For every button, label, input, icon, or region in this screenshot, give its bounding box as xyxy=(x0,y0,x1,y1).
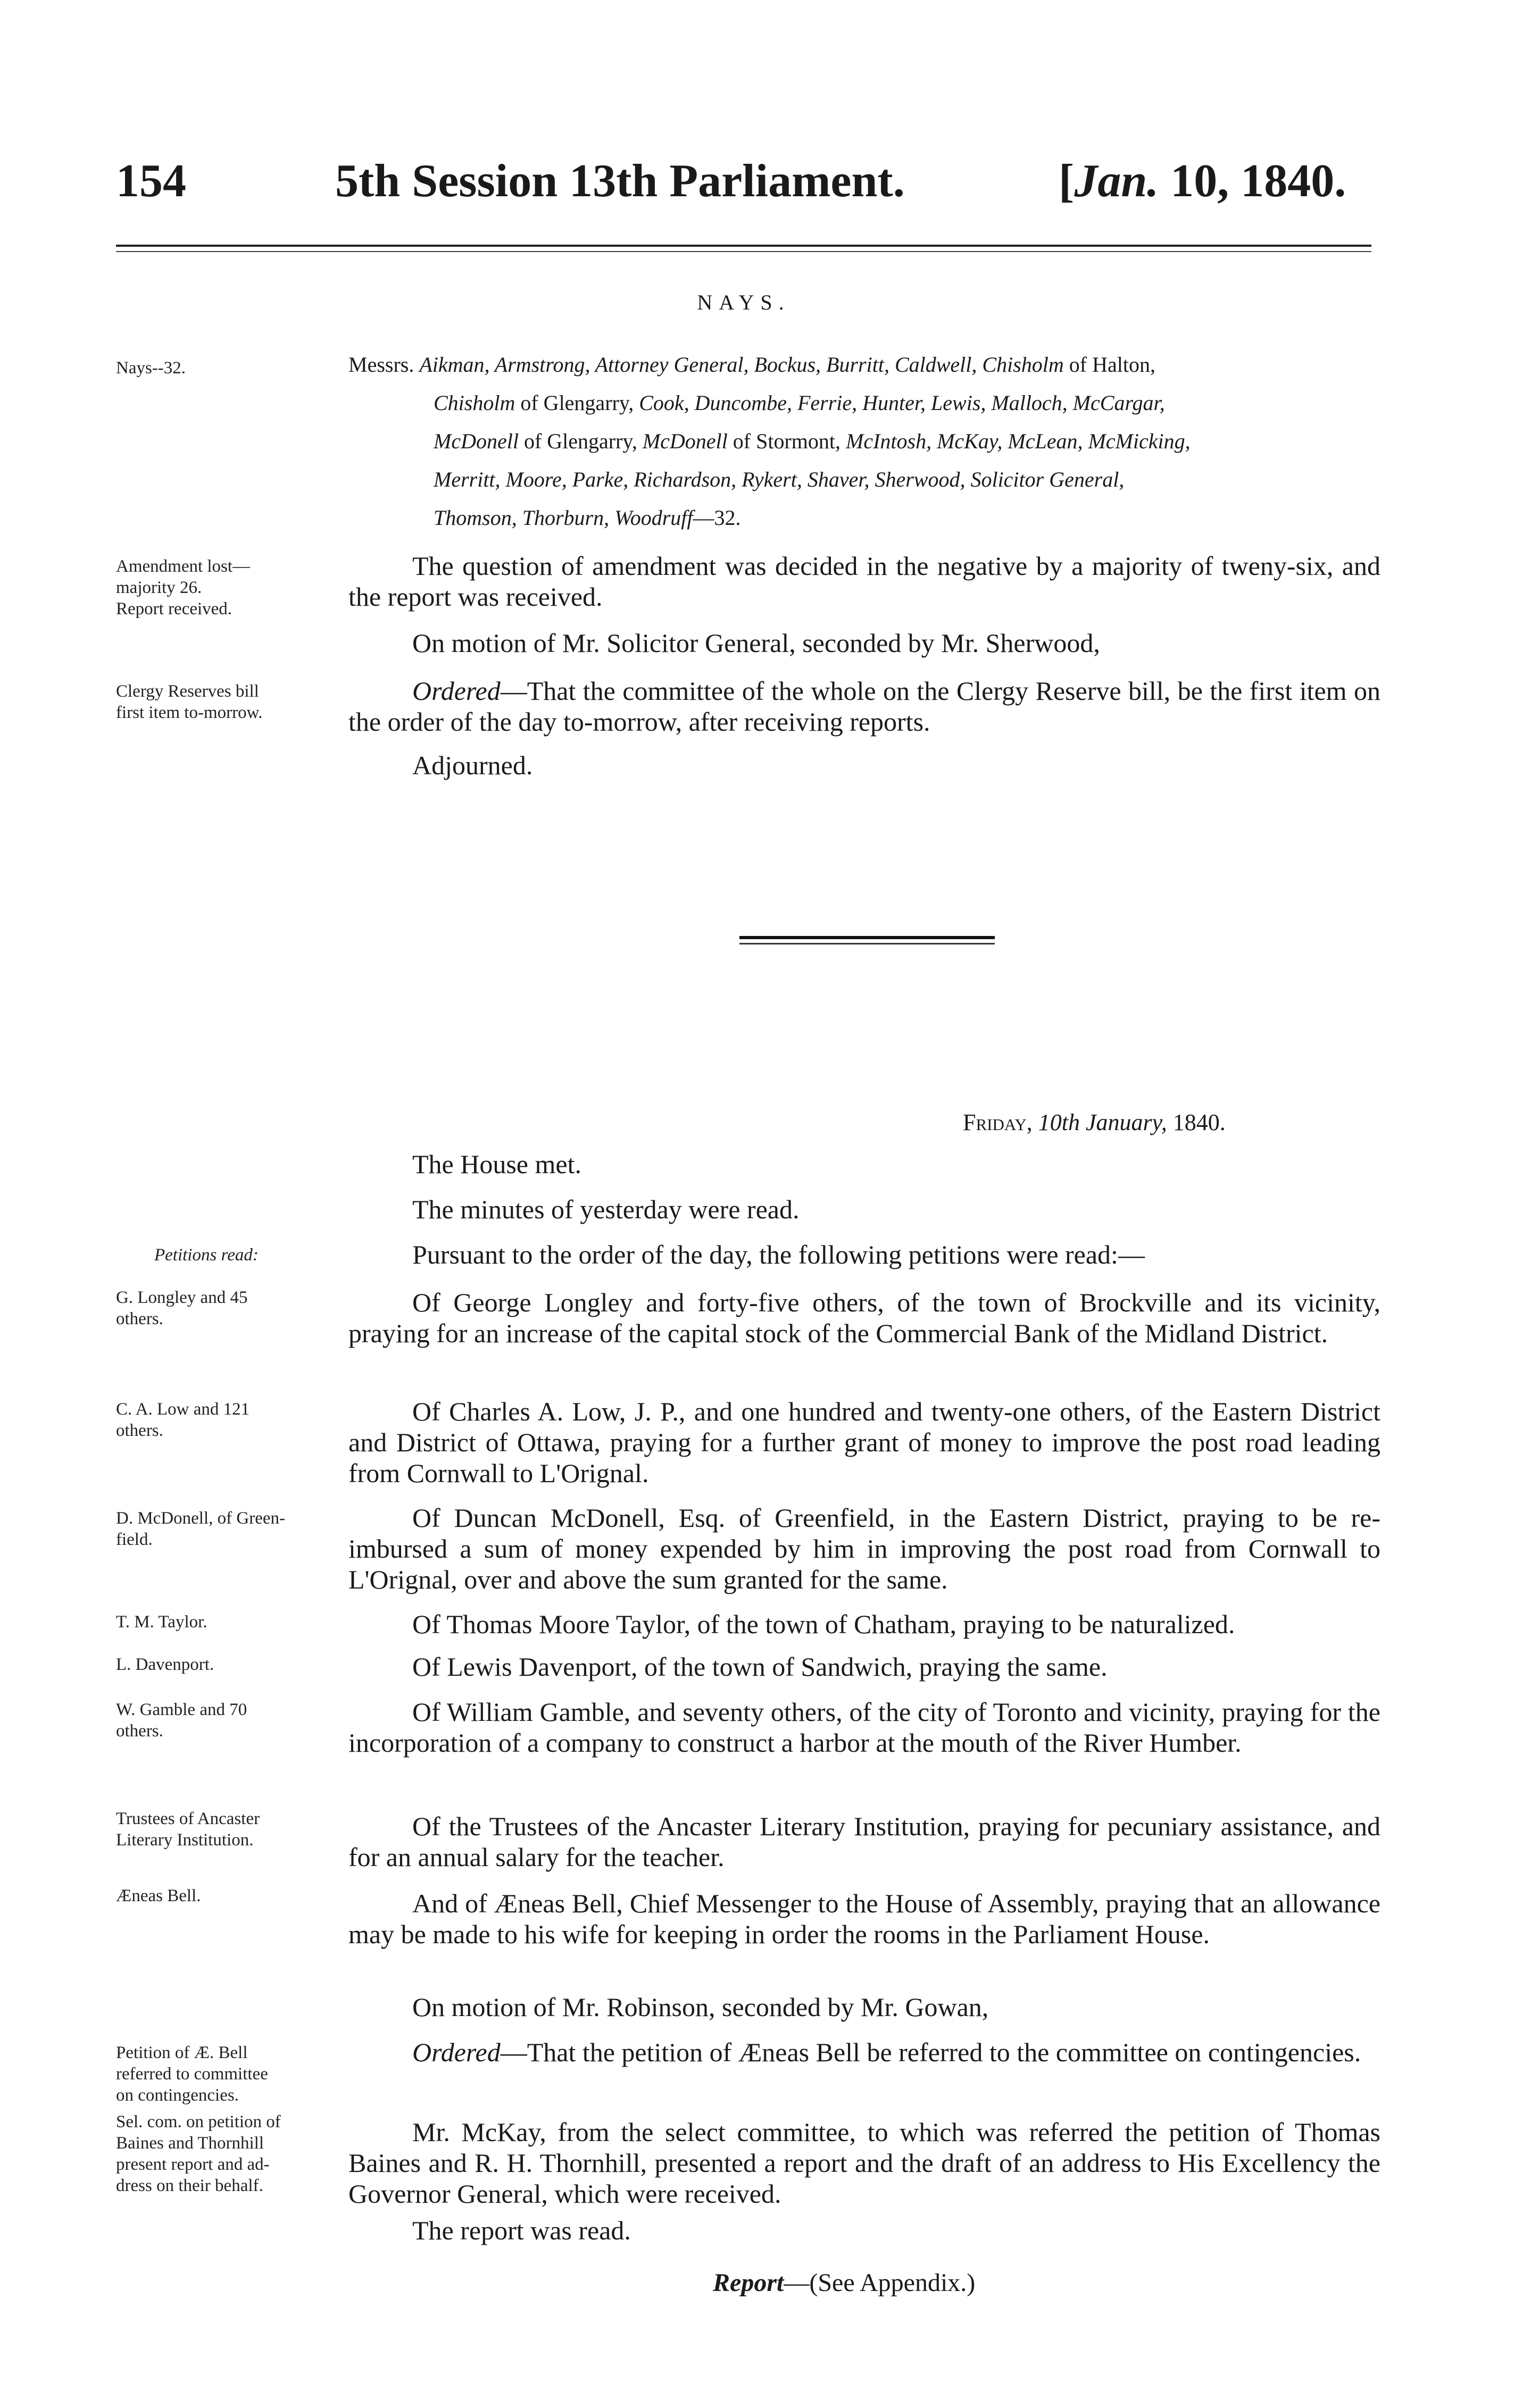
margin-note-select-committee: Sel. com. on petition of Baines and Thornhill present report and ad- dress on their behalf. xyxy=(116,2112,281,2195)
petition-paragraph: Of George Longley and forty-five others, of the town of Brockville and its vicinity, praying for an increase of the capital stock of the Commercial Bank of the Midland District. xyxy=(348,1287,1380,1348)
para-motion-solicitor: On motion of Mr. Solicitor General, seconded by Mr. Sherwood, xyxy=(412,628,1100,658)
petition-paragraph: And of Æneas Bell, Chief Messenger to the House of Assembly, praying that an allowance may be made to his wife for keeping in order the rooms in the Parliament House. xyxy=(348,1888,1380,1949)
petition-paragraph: Of William Gamble, and seventy others, of the city of Toronto and vicinity, praying for the incorporation of a company to construct a harbor at the mouth of the River Humber. xyxy=(348,1697,1380,1758)
nays-line: Chisholm of Glengarry, Cook, Duncombe, Ferrie, Hunter, Lewis, Malloch, McCargar, xyxy=(434,391,1165,415)
nays-line: Messrs. Aikman, Armstrong, Attorney General, Bockus, Burritt, Caldwell, Chisholm of Halton, xyxy=(348,353,1155,377)
margin-note-clergy: Clergy Reserves bill first item to-morrow. xyxy=(116,682,263,722)
para-motion-robinson: On motion of Mr. Robinson, seconded by Mr. Gowan, xyxy=(412,1992,989,2022)
petition-paragraph: Of Charles A. Low, J. P., and one hundred and twenty-one others, of the Eastern District and District of Ottawa, praying for a further grant of money to improve the post road leading from Cornwall to L'Orignal. xyxy=(348,1397,1380,1488)
margin-note-petition: L. Davenport. xyxy=(116,1655,214,1674)
margin-note-amendment: Amendment lost— majority 26. Report received. xyxy=(116,557,251,618)
header-date-rest: 10, 1840. xyxy=(1159,155,1346,207)
para-amendment: The question of amendment was decided in the negative by a majority of tweny-six, and the report was received. xyxy=(348,551,1380,612)
header-date xyxy=(1059,154,1346,208)
margin-note-nays: Nays--32. xyxy=(116,358,186,378)
section-divider xyxy=(739,936,995,944)
petition-paragraph: Of Lewis Davenport, of the town of Sandwich, praying the same. xyxy=(412,1652,1108,1682)
nays-heading: NAYS. xyxy=(697,290,791,314)
petition-paragraph: Of the Trustees of the Ancaster Literary Institution, praying for pecuniary assistance, and for an annual salary for the teacher. xyxy=(348,1811,1380,1872)
nays-line: Thomson, Thorburn, Woodruff—32. xyxy=(434,506,741,530)
para-pursuant: Pursuant to the order of the day, the following petitions were read:— xyxy=(412,1240,1145,1269)
margin-note-petition: W. Gamble and 70 others. xyxy=(116,1700,247,1741)
para-house-met: The House met. xyxy=(412,1149,581,1179)
margin-note-petition: Trustees of Ancaster Literary Institution. xyxy=(116,1809,260,1850)
para-adjourned: Adjourned. xyxy=(412,750,533,780)
margin-note-petition: D. McDonell, of Green- field. xyxy=(116,1509,285,1549)
para-report-read: The report was read. xyxy=(412,2215,631,2245)
header-rule xyxy=(116,245,1371,252)
header-date-bracket: [ xyxy=(1059,155,1075,207)
report-appendix-line: Report—(See Appendix.) xyxy=(713,2269,976,2297)
margin-note-petition: T. M. Taylor. xyxy=(116,1612,207,1632)
para-minutes: The minutes of yesterday were read. xyxy=(412,1194,800,1224)
para-mckay: Mr. McKay, from the select committee, to which was referred the petition of Thomas Baines and R. H. Thornhill, presented a report and the draft of an address to His Excellency the Governor General, which were received. xyxy=(348,2117,1380,2209)
page-title: 5th Session 13th Parliament. xyxy=(335,155,905,207)
petition-paragraph: Of Thomas Moore Taylor, of the town of Chatham, praying to be naturalized. xyxy=(412,1609,1235,1639)
para-ordered-bell: Ordered—That the petition of Æneas Bell be referred to the committee on contingencies. xyxy=(412,2037,1361,2067)
margin-note-petitions: Petitions read: xyxy=(154,1245,259,1265)
header-date-month: Jan. xyxy=(1074,155,1159,207)
margin-note-bell: Petition of Æ. Bell referred to committee on contingencies. xyxy=(116,2043,268,2105)
nays-line: McDonell of Glengarry, McDonell of Stormont, McIntosh, McKay, McLean, McMicking, xyxy=(434,429,1191,453)
nays-line: Merritt, Moore, Parke, Richardson, Rykert, Shaver, Sherwood, Solicitor General, xyxy=(434,467,1125,491)
para-ordered-clergy: Ordered—That the committee of the whole on the Clergy Reserve bill, be the first item on the order of the day to-morrow, after receiving reports. xyxy=(348,676,1380,737)
dateline: Friday, 10th January, 1840. xyxy=(963,1109,1226,1135)
margin-note-petition: C. A. Low and 121 others. xyxy=(116,1400,250,1440)
page-number: 154 xyxy=(116,155,186,207)
margin-note-petition: Æneas Bell. xyxy=(116,1886,201,1905)
nays-list xyxy=(348,346,1380,537)
petition-paragraph: Of Duncan McDonell, Esq. of Greenfield, in the Eastern District, praying to be re-imbursed a sum of money expended by him in improving the post road from Cornwall to L'Orignal, over and above the sum granted for the same. xyxy=(348,1503,1380,1594)
margin-note-petition: G. Longley and 45 others. xyxy=(116,1288,248,1328)
